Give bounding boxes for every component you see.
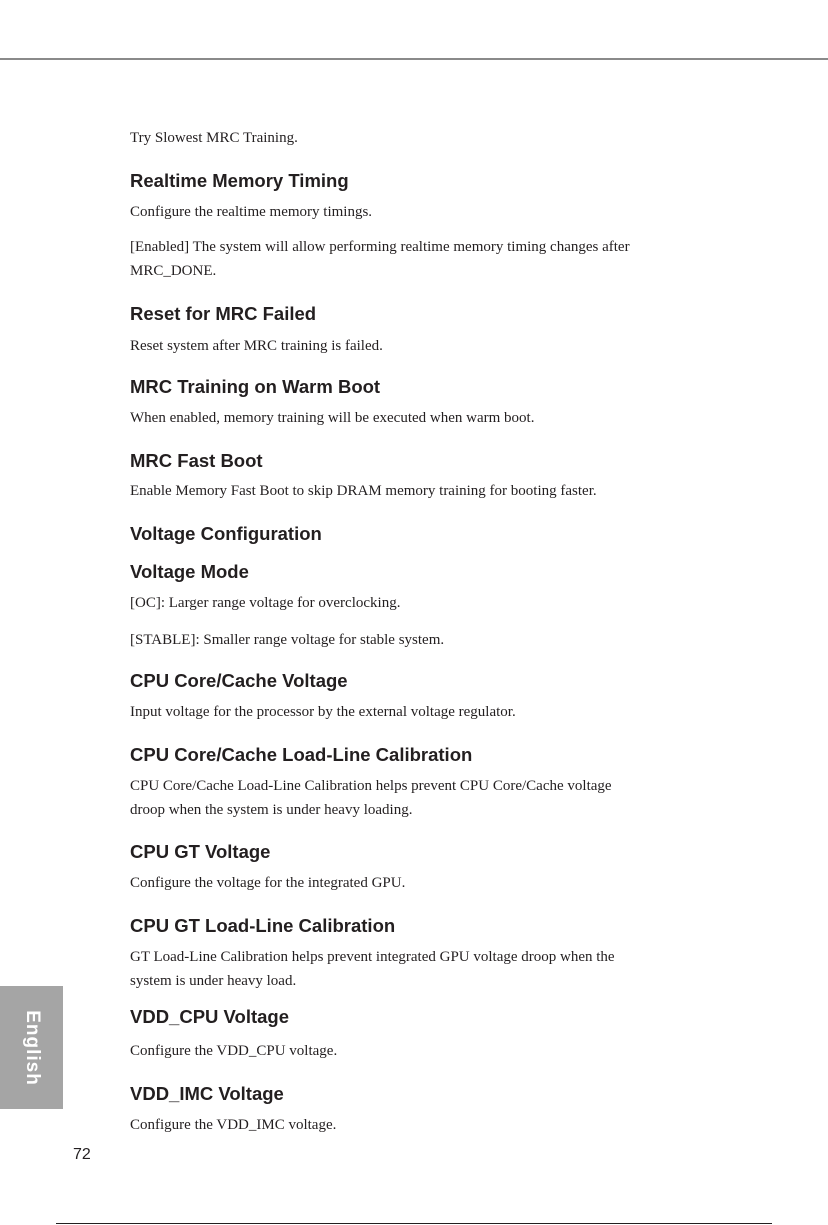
cpu-core-llc-line2: droop when the system is under heavy loading. <box>130 802 413 818</box>
header-rule <box>0 58 828 60</box>
warm-boot-description: When enabled, memory training will be executed when warm boot. <box>130 410 535 426</box>
vdd-imc-description: Configure the VDD_IMC voltage. <box>130 1117 337 1133</box>
heading-voltage-mode: Voltage Mode <box>130 561 249 582</box>
realtime-description: Configure the realtime memory timings. <box>130 204 373 220</box>
fast-boot-description: Enable Memory Fast Boot to skip DRAM memory training for booting faster. <box>130 483 597 499</box>
voltage-mode-stable: [STABLE]: Smaller range voltage for stable system. <box>130 632 445 648</box>
language-side-tab <box>0 986 63 1109</box>
heading-vdd-imc-voltage: VDD_IMC Voltage <box>130 1083 284 1104</box>
cpu-core-llc-line1: CPU Core/Cache Load-Line Calibration helps prevent CPU Core/Cache voltage <box>130 778 612 794</box>
heading-cpu-core-cache-llc: CPU Core/Cache Load-Line Calibration <box>130 744 473 765</box>
heading-voltage-configuration: Voltage Configuration <box>130 523 322 544</box>
intro-text: Try Slowest MRC Training. <box>130 130 298 146</box>
vdd-cpu-description: Configure the VDD_CPU voltage. <box>130 1043 338 1059</box>
footer-rule <box>56 1223 772 1224</box>
realtime-enabled-line1: [Enabled] The system will allow performing realtime memory timing changes after <box>130 239 630 255</box>
heading-vdd-cpu-voltage: VDD_CPU Voltage <box>130 1006 289 1027</box>
heading-cpu-gt-llc: CPU GT Load-Line Calibration <box>130 915 396 936</box>
heading-reset-mrc-failed: Reset for MRC Failed <box>130 303 317 324</box>
realtime-enabled-line2: MRC_DONE. <box>130 263 217 279</box>
heading-mrc-fast-boot: MRC Fast Boot <box>130 450 263 471</box>
language-label: English <box>21 1009 43 1086</box>
cpu-gt-llc-line1: GT Load-Line Calibration helps prevent integrated GPU voltage droop when the <box>130 949 615 965</box>
cpu-gt-voltage-description: Configure the voltage for the integrated GPU. <box>130 875 406 891</box>
voltage-mode-oc: [OC]: Larger range voltage for overclocking. <box>130 595 401 611</box>
heading-cpu-core-cache-voltage: CPU Core/Cache Voltage <box>130 670 348 691</box>
reset-mrc-description: Reset system after MRC training is failed. <box>130 338 383 354</box>
cpu-gt-llc-line2: system is under heavy load. <box>130 973 297 989</box>
heading-cpu-gt-voltage: CPU GT Voltage <box>130 841 271 862</box>
heading-mrc-warm-boot: MRC Training on Warm Boot <box>130 376 381 397</box>
heading-realtime-memory-timing: Realtime Memory Timing <box>130 170 349 191</box>
cpu-core-voltage-description: Input voltage for the processor by the external voltage regulator. <box>130 704 516 720</box>
page-number: 72 <box>73 1146 91 1163</box>
